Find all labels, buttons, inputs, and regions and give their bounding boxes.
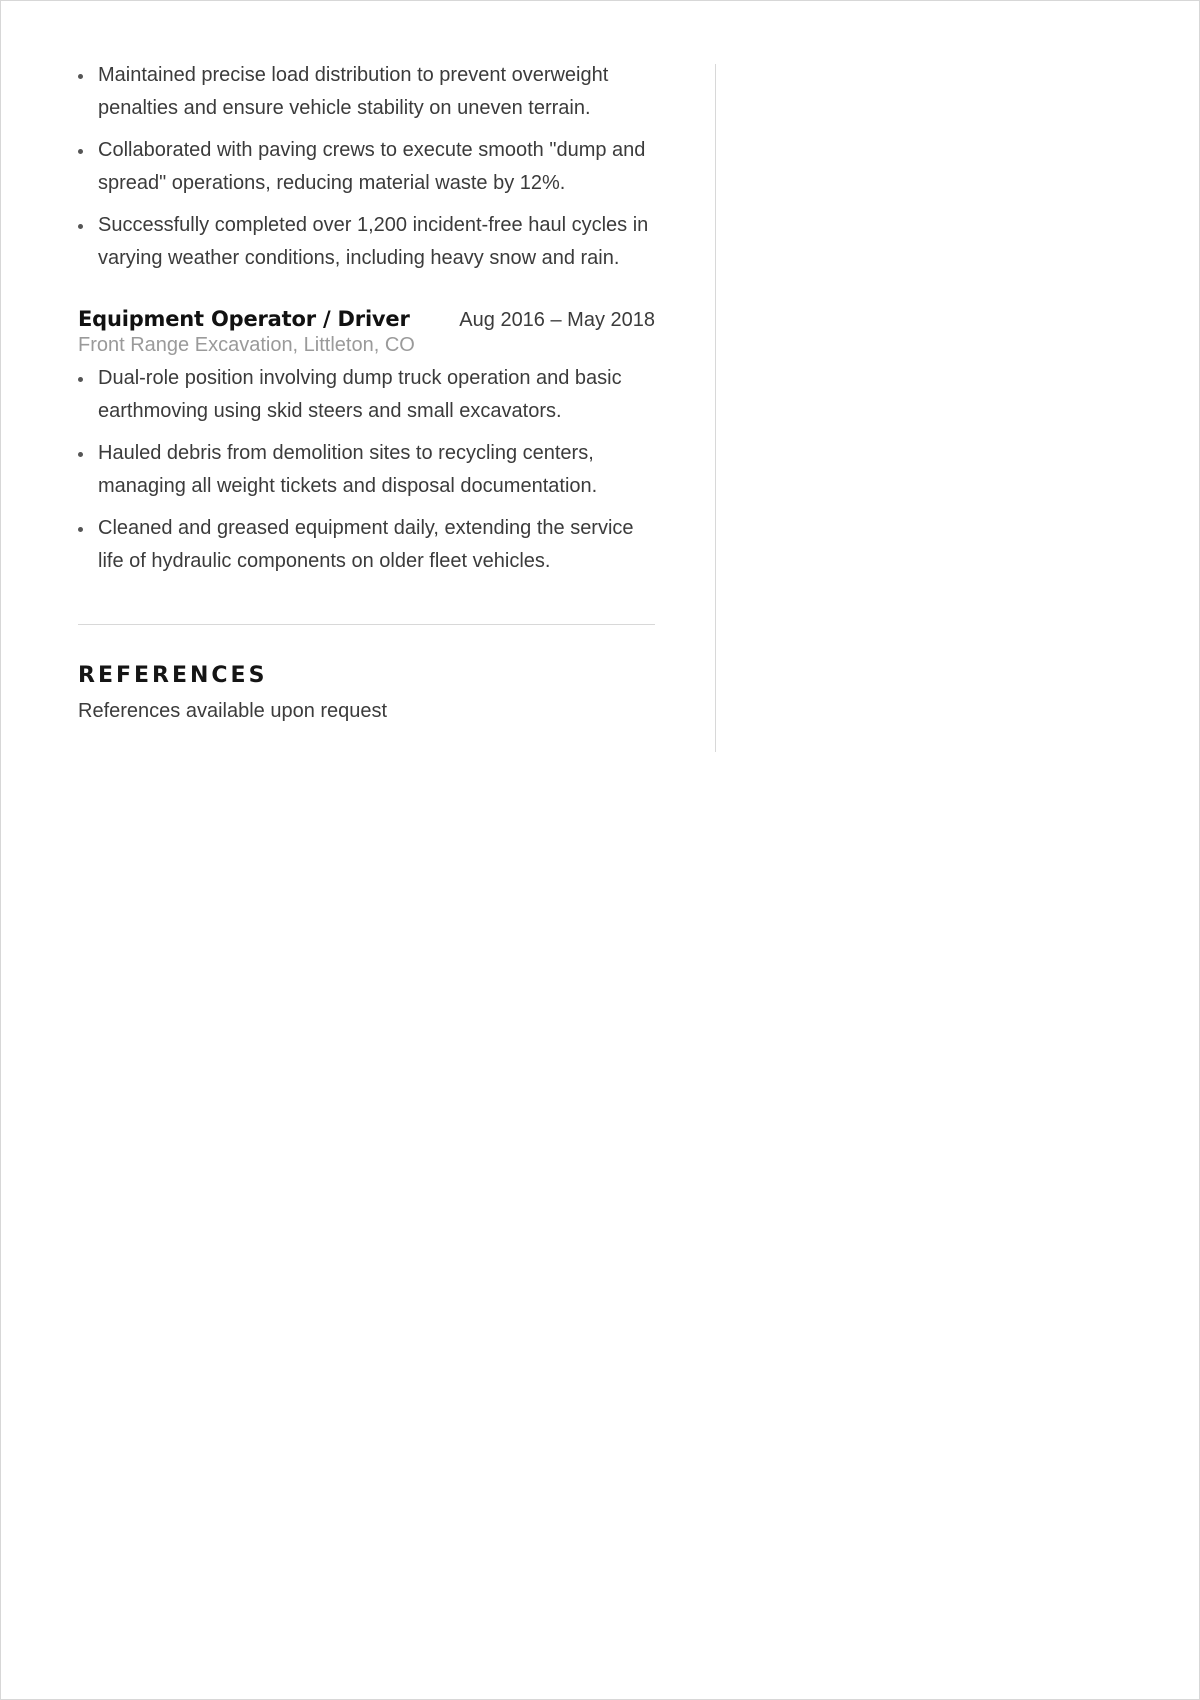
references-text: References available upon request [78,700,388,722]
job-dates: Aug 2016 – May 2018 [459,309,655,331]
bullet-item: Maintained precise load distribution to prevent overweight penalties and ensure vehicle stability on uneven terrain. [78,59,655,125]
bullet-item: Collaborated with paving crews to execute smooth "dump and spread" operations, reducing material waste by 12%. [78,134,655,200]
job-company: Front Range Excavation, Littleton, CO [78,334,415,356]
bullet-item: Successfully completed over 1,200 incident-free haul cycles in varying weather conditions, including heavy snow and rain. [78,209,655,275]
bullet-item: Cleaned and greased equipment daily, extending the service life of hydraulic components on older fleet vehicles. [78,512,655,578]
job-title: Equipment Operator / Driver [78,307,410,331]
job-bullets [78,362,655,578]
job-header [78,307,655,332]
references-heading: REFERENCES [78,663,268,688]
bullet-item: Dual-role position involving dump truck operation and basic earthmoving using skid steers and small excavators. [78,362,655,428]
main-column [78,59,655,723]
previous-job-bullets [78,59,655,275]
bullet-item: Hauled debris from demolition sites to recycling centers, managing all weight tickets and disposal documentation. [78,437,655,503]
section-divider [78,624,655,625]
job-entry [78,307,655,578]
column-divider [715,64,716,752]
